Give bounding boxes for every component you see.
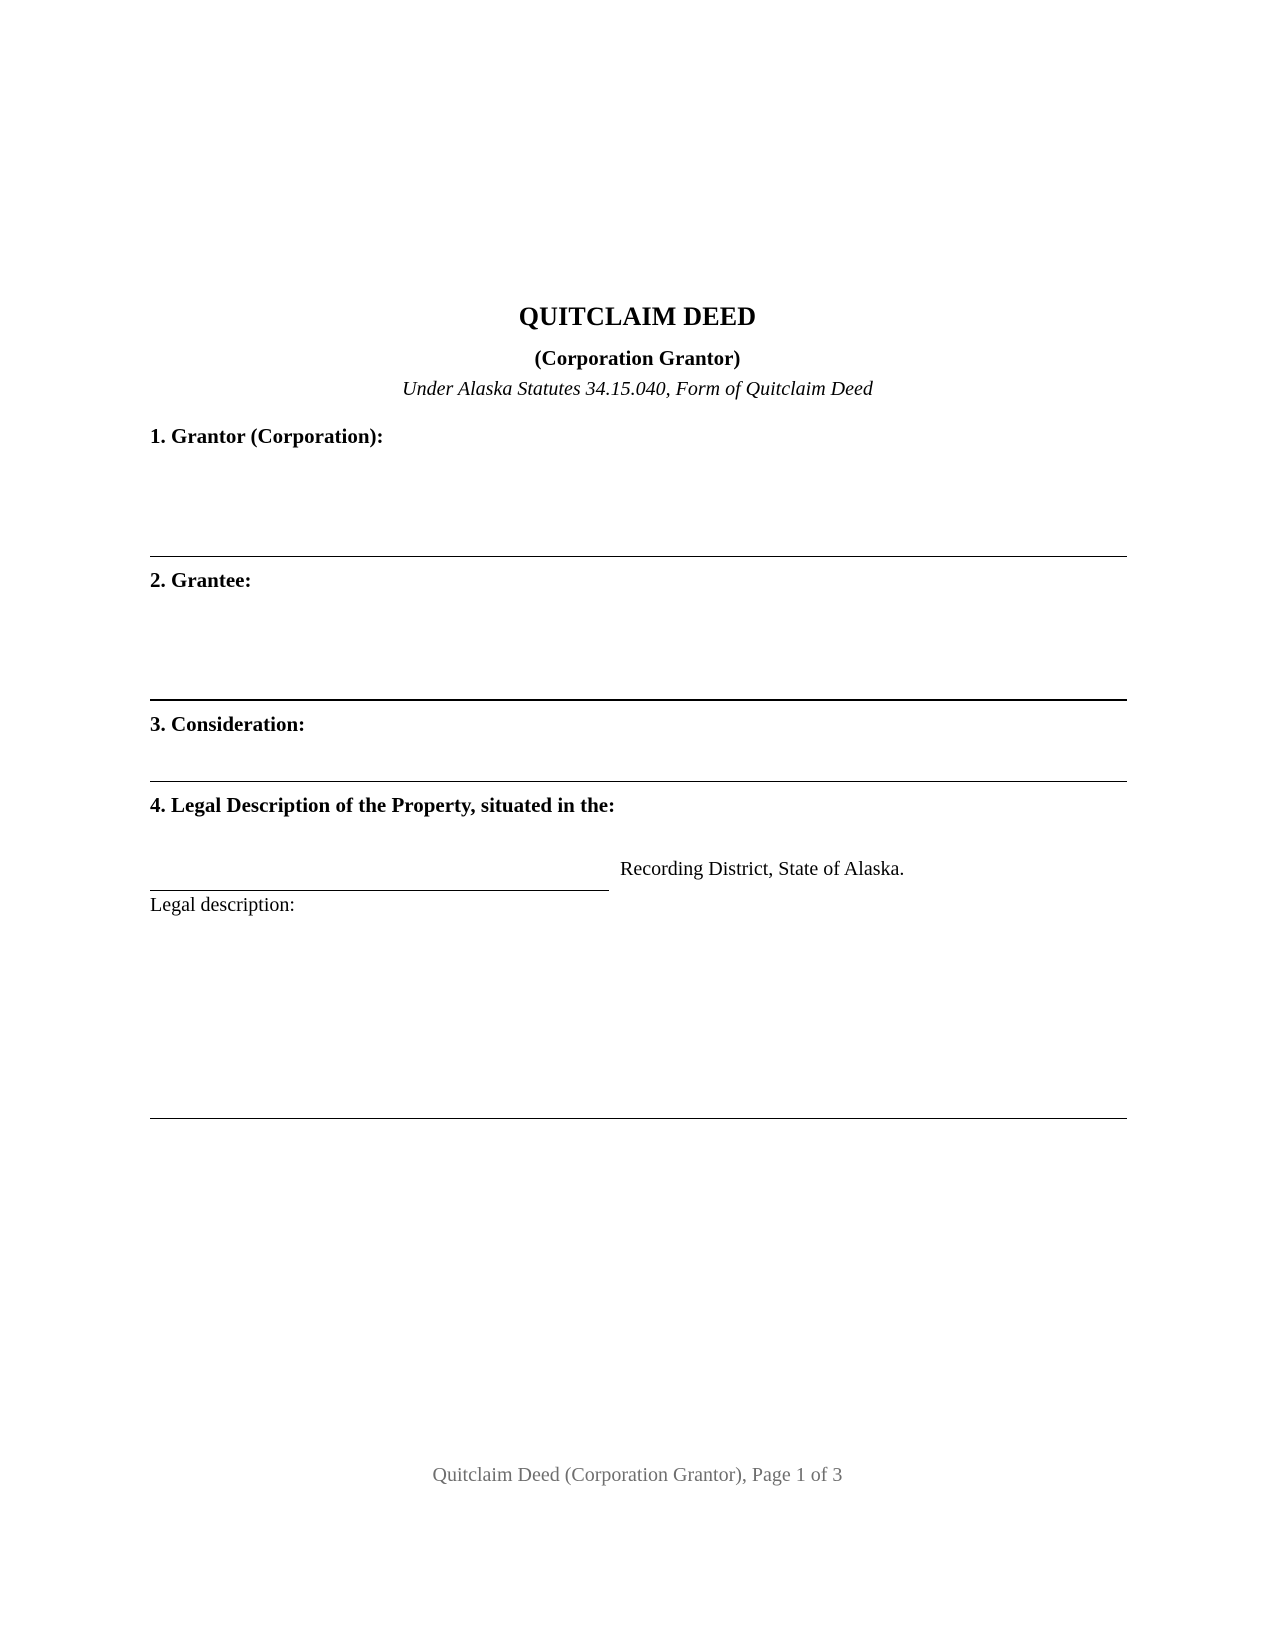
page-footer: Quitclaim Deed (Corporation Grantor), Page 1 of 3 — [432, 1464, 843, 1486]
consideration-entry-line[interactable] — [150, 781, 1127, 782]
legal-description-label: Legal description: — [150, 894, 295, 916]
grantee-heading: 2. Grantee: — [150, 568, 252, 592]
grantee-entry-line[interactable] — [150, 699, 1127, 701]
document-subtitle: (Corporation Grantor) — [534, 346, 741, 370]
recording-district-suffix: Recording District, State of Alaska. — [620, 858, 905, 880]
grantor-entry-line[interactable] — [150, 556, 1127, 557]
recording-district-field[interactable] — [150, 890, 609, 891]
consideration-heading: 3. Consideration: — [150, 712, 306, 736]
property-heading: 4. Legal Description of the Property, situated in the: — [150, 793, 616, 817]
document-title: QUITCLAIM DEED — [518, 302, 757, 331]
grantor-heading: 1. Grantor (Corporation): — [150, 424, 384, 448]
statute-reference: Under Alaska Statutes 34.15.040, Form of Quitclaim Deed — [402, 378, 873, 400]
legal-description-entry-line[interactable] — [150, 1118, 1127, 1119]
